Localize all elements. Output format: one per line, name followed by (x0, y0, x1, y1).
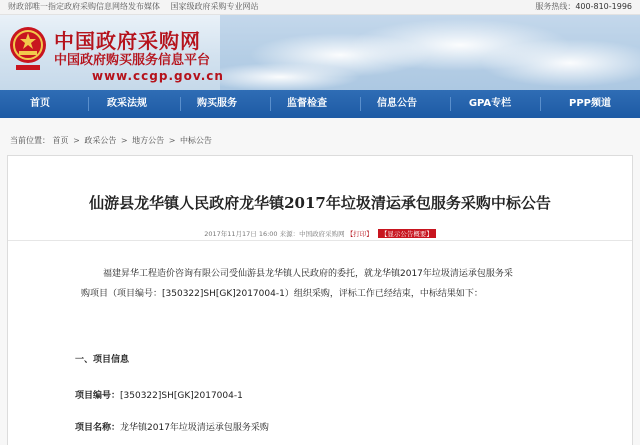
article-date: 2017年11月17日 16:00 (204, 230, 278, 238)
article-card (7, 155, 633, 445)
project-name-value: 龙华镇2017年垃圾清运承包服务采购 (120, 423, 269, 433)
nav-item-announcements[interactable]: 信息公告 (377, 98, 417, 109)
project-number-value: [350322]SH[GK]2017004-1 (120, 391, 243, 401)
site-notice: 国家级政府采购专业网站 (170, 2, 259, 11)
breadcrumb-prefix: 当前位置： (10, 136, 50, 145)
nav-item-home[interactable]: 首页 (30, 98, 50, 109)
main-nav (0, 90, 640, 118)
project-number-field (75, 388, 243, 401)
section-heading: 一、项目信息 (75, 355, 130, 365)
article-meta (8, 229, 632, 238)
site-header (0, 15, 640, 90)
intro-paragraph (81, 264, 551, 304)
divider (8, 240, 632, 241)
sky-background (220, 15, 640, 90)
hotline-label: 服务热线： (535, 2, 576, 11)
breadcrumb-item-award[interactable]: 中标公告 (179, 136, 212, 145)
site-subtitle: 中国政府购买服务信息平台 (54, 53, 211, 68)
intro-line: 购项目（项目编号：[350322]SH[GK]2017004-1）组织采购，评标工作已经结束，中标结果如下： (81, 289, 483, 299)
article-source: 来源：中国政府采购网 (279, 230, 345, 238)
nav-item-gpa[interactable]: GPA专栏 (468, 98, 512, 109)
nav-item-ppp[interactable]: PPP频道 (569, 98, 611, 109)
breadcrumb-separator: > (73, 136, 80, 145)
nav-divider (360, 97, 361, 111)
site-title: 中国政府采购网 (54, 29, 201, 53)
nav-divider (450, 97, 451, 111)
breadcrumb-separator: > (168, 136, 176, 145)
breadcrumb-separator: > (120, 136, 128, 145)
nav-divider (180, 97, 181, 111)
breadcrumb-item-home[interactable]: 首页 (52, 136, 69, 145)
nav-divider (540, 97, 541, 111)
nav-divider (270, 97, 271, 111)
national-emblem-icon (8, 21, 48, 81)
nav-item-regulations[interactable]: 政采法规 (107, 98, 147, 109)
show-summary-button[interactable]: 【显示公告概要】 (378, 229, 436, 238)
site-url: www.ccgp.gov.cn (92, 69, 224, 83)
breadcrumb-item-local[interactable]: 地方公告 (132, 136, 165, 145)
nav-item-purchase-services[interactable]: 购买服务 (197, 98, 237, 109)
intro-line: 福建昇华工程造价咨询有限公司受仙游县龙华镇人民政府的委托，就龙华镇2017年垃圾清运承包服务采 (103, 269, 513, 279)
nav-item-supervision[interactable]: 监督检查 (287, 98, 327, 109)
top-info-bar (0, 0, 640, 15)
breadcrumb (10, 135, 212, 146)
hotline-number: 400-810-1996 (575, 2, 632, 11)
project-name-label: 项目名称： (75, 423, 121, 433)
media-notice: 财政部唯一指定政府采购信息网络发布媒体 (8, 2, 160, 11)
breadcrumb-item-announcements[interactable]: 政采公告 (84, 136, 117, 145)
nav-divider (88, 97, 89, 111)
project-name-field (75, 420, 269, 433)
project-number-label: 项目编号： (75, 391, 121, 401)
article-title: 仙游县龙华镇人民政府龙华镇2017年垃圾清运承包服务采购中标公告 (89, 194, 551, 212)
print-link[interactable]: 【打印】 (346, 230, 373, 238)
